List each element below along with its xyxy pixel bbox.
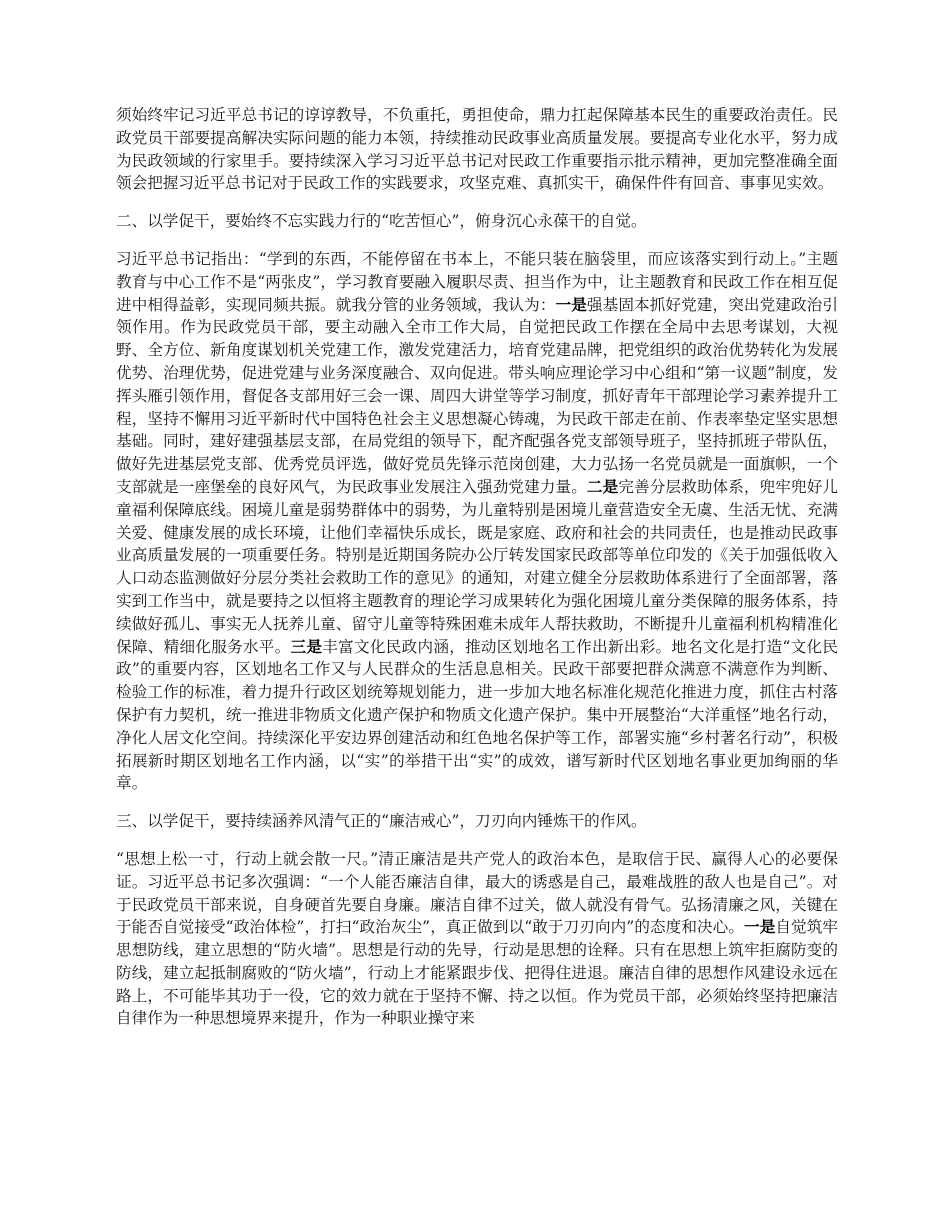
- section-3-heading: 三、以学促干，要持续涵养风清气正的“廉洁戒心”，刀刃向内锤炼干的作风。: [116, 812, 647, 831]
- section-2-text-1: 习近平总书记指出：“学到的东西，不能停留在书本上，不能只装在脑袋里，而应该落实到行动上。”主题教育与中心工作不是“两张皮”，学习教育要融入履职尽责、担当作为中，让主题教育和民政工作在相互促进中相得益彰，实现同频共振。就我分管的业务领域，我认为：: [116, 249, 838, 314]
- intro-paragraph: 须始终牢记习近平总书记的谆谆教导，不负重托，勇担使命，鼎力扛起保障基本民生的重要政治责任。民政党员干部要提高解决实际问题的能力本领，持续推动民政事业高质量发展。要提高专业化水平，努力成为民政领域的行家里手。要持续深入学习习近平总书记对民政工作重要指示批示精神，更加完整准确全面领会把握习近平总书记对于民政工作的实践要求，攻坚克难、真抓实干，确保件件有回音、事事见实效。: [116, 106, 838, 193]
- section-3-text-2: 自觉筑牢思想防线，建立思想的“防火墙”。思想是行动的先导，行动是思想的诠释。只有在思想上筑牢拒腐防变的防线，建立起抵制腐败的“防火墙”，行动上才能紧跟步伐、把得住进退。廉洁自律的思想作风建设永远在路上，不可能毕其功于一役，它的效力就在于坚持不懈、持之以恒。作为党员干部，必须始终坚持把廉洁自律作为一种思想境界来提升，作为一种职业操守来: [116, 918, 838, 1028]
- section-3-paragraph: [116, 848, 838, 1030]
- section-3-text-1: “思想上松一寸，行动上就会散一尺。”清正廉洁是共产党人的政治本色，是取信于民、赢得人心的必要保证。习近平总书记多次强调：“一个人能否廉洁自律，最大的诱惑是自己，最难战胜的敌人也是自己”。对于民政党员干部来说，自身硬首先要自身廉。廉洁自律不过关，做人就没有骨气。弘扬清廉之风，关键在于能否自觉接受“政治体检”，打扫“政治灰尘”，真正做到以“敢于刀刃向内”的态度和决心。: [116, 849, 838, 937]
- section-3-marker-1: 一是: [744, 917, 776, 937]
- section-2-text-3: 完善分层救助体系，兜牢兜好儿童福利保障底线。困境儿童是弱势群体中的弱势，为儿童特别是困境儿童营造安全无虞、生活无忧、充满关爱、健康发展的成长环境，让他们幸福快乐成长，既是家庭、政府和社会的共同责任，也是推动民政事业高质量发展的一项重要任务。特别是近期国务院办公厅转发国家民政部等单位印发的《关于加强低收入人口动态监测做好分层分类社会救助工作的意见》的通知，对建立健全分层救助体系进行了全面部署，落实到工作当中，就是要持之以恒将主题教育的理论学习成果转化为强化困境儿童分类保障的服务体系，持续做好孤儿、事实无人抚养儿童、留守儿童等特殊困难未成年人帮扶救助，不断提升儿童福利机构精准化保障、精细化服务水平。: [116, 477, 838, 656]
- section-2-paragraph: [116, 248, 838, 795]
- section-2-heading: 二、以学促干，要始终不忘实践力行的“吃苦恒心”，俯身沉心永葆干的自觉。: [116, 212, 647, 231]
- document-body: [116, 104, 838, 1045]
- section-2-marker-2: 二是: [586, 476, 619, 496]
- section-2-marker-3: 三是: [290, 636, 323, 656]
- section-2-marker-1: 一是: [555, 294, 587, 314]
- section-2-text-4: 丰富文化民政内涵，推动区划地名工作出新出彩。地名文化是打造“文化民政”的重要内容，区划地名工作又与人民群众的生活息息相关。民政干部要把群众满意不满意作为判断、检验工作的标准，着力提升行政区划统筹规划能力，进一步加大地名标准化规范化推进力度，抓住古村落保护有力契机，统一推进非物质文化遗产保护和物质文化遗产保护。集中开展整治“大洋重怪”地名行动，净化人居文化空间。持续深化平安边界创建活动和红色地名保护等工作，部署实施“乡村著名行动”，积极拓展新时期区划地名工作内涵，以“实”的举措干出“实”的成效，谱写新时代区划地名事业更加绚丽的华章。: [116, 637, 838, 793]
- section-2-text-2: 强基固本抓好党建，突出党建政治引领作用。作为民政党员干部，要主动融入全市工作大局，自觉把民政工作摆在全局中去思考谋划，大视野、全方位、新角度谋划机关党建工作，激发党建活力，培育党建品牌，把党组织的政治优势转化为发展优势、治理优势，促进党建与业务深度融合、双向促进。带头响应理论学习中心组和“第一议题”制度，发挥头雁引领作用，督促各支部用好三会一课、周四大讲堂等学习制度，抓好青年干部理论学习素养提升工程，坚持不懈用习近平新时代中国特色社会主义思想凝心铸魂，为民政干部走在前、作表率垫定坚实思想基础。同时，建好建强基层支部，在局党组的领导下，配齐配强各党支部领导班子，坚持抓班子带队伍，做好先进基层党支部、优秀党员评选，做好党员先锋示范岗创建，大力弘扬一名党员就是一面旗帜，一个支部就是一座堡垒的良好风气，为民政事业发展注入强劲党建力量。: [116, 295, 838, 496]
